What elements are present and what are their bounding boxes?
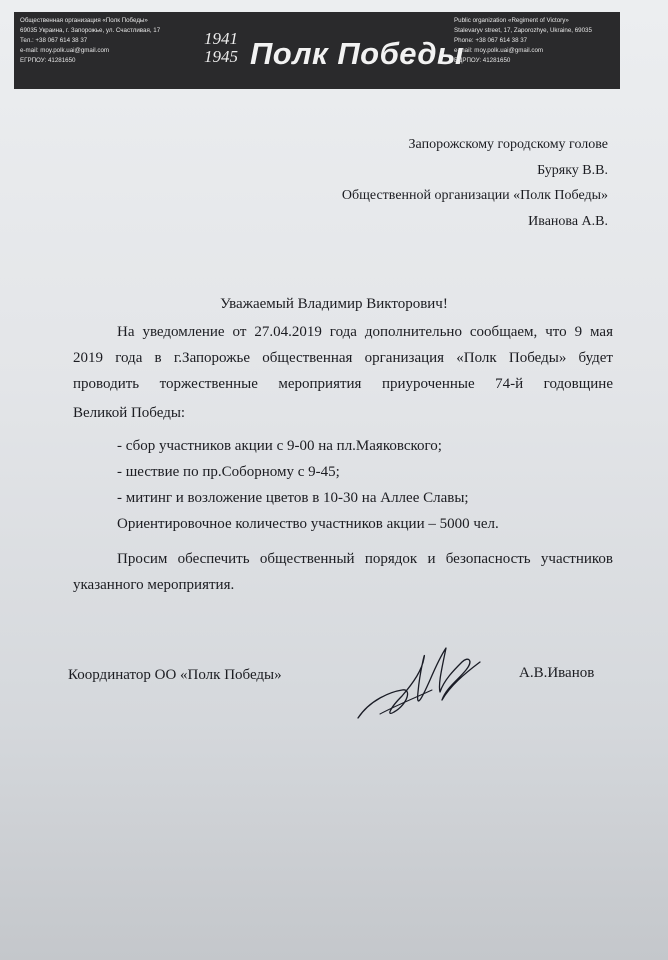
year-end: 1945 [204,47,238,66]
letterhead [14,12,620,89]
paragraph-line: Великой Победы: [73,405,186,421]
schedule-item: - шествие по пр.Соборному с 9-45; [117,464,340,480]
letterhead-line: e-mail: moy.polk.uai@gmail.com [454,47,544,54]
paragraph-line: Просим обеспечить общественный порядок и безопасность участников [117,551,613,567]
letterhead-line: Stalevaryv street, 17, Zaporozhye, Ukraine, 69035 [454,27,592,34]
paragraph-line: проводить торжественные мероприятия приуроченные 74-й годовщине [73,376,613,392]
paragraph-line: На уведомление от 27.04.2019 года дополнительно сообщаем, что 9 мая [117,324,613,340]
letterhead-years [192,30,250,66]
paragraph-1 [73,319,613,397]
paragraph-line: 2019 года в г.Запорожье общественная организация «Полк Победы» будет [73,350,613,366]
participants-count: Ориентировочное количество участников акции – 5000 чел. [117,516,499,532]
addressee-line: Общественной организации «Полк Победы» [341,188,608,203]
addressee-line: Иванова А.В. [528,214,608,229]
letterhead-line: ЕГРПОУ: 41281650 [20,57,76,64]
letterhead-line: ЕДРПОУ: 41281650 [454,57,511,64]
letterhead-contacts-en [454,16,592,66]
letterhead-line: Общественная организация «Полк Победы» [20,17,148,24]
coordinator-title: Координатор ОО «Полк Победы» [68,667,282,683]
signer-name: А.В.Иванов [519,665,595,681]
year-start: 1941 [204,29,238,48]
letterhead-contacts-ru [20,16,160,66]
paragraph-line: указанного мероприятия. [73,577,235,593]
letterhead-line: Public organization «Regiment of Victory» [454,17,569,24]
signature [350,640,490,730]
letterhead-line: Тел.: +38 067 614 38 37 [20,37,88,44]
addressee-line: Запорожскому городскому голове [408,137,608,152]
letterhead-line: 69035 Украина, г. Запорожье, ул. Счастливая, 17 [20,27,161,34]
letterhead-line: e-mail: moy.polk.uai@gmail.com [20,47,110,54]
addressee-line: Буряку В.В. [537,163,608,178]
schedule-item: - митинг и возложение цветов в 10-30 на Аллее Славы; [117,490,469,506]
schedule-item: - сбор участников акции с 9-00 на пл.Маяковского; [117,438,442,454]
paragraph-2 [73,546,613,598]
salutation: Уважаемый Владимир Викторович! [220,296,448,312]
letterhead-title: Полк Победы [250,36,465,71]
letterhead-line: Phone: +38 067 614 38 37 [454,37,528,44]
